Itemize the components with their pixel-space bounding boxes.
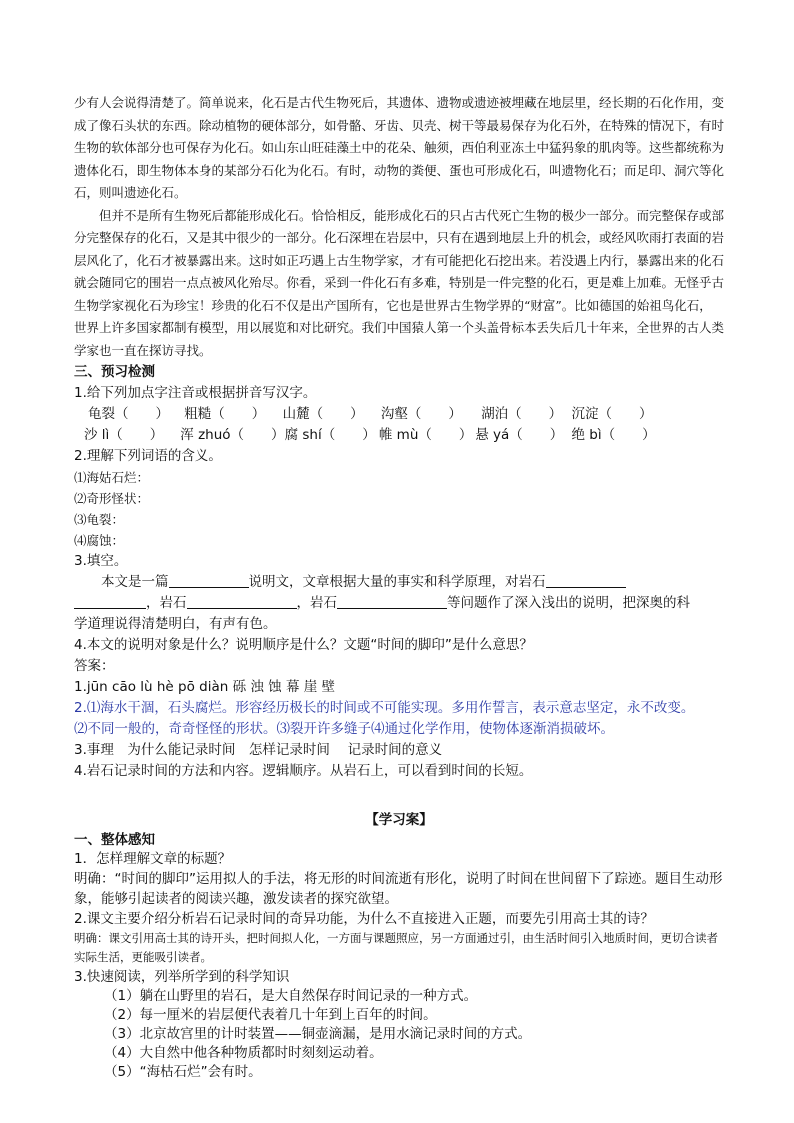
study-heading: 【学习案】: [365, 812, 433, 828]
preview-section-title: 三、预习检测: [74, 364, 155, 380]
answer-1: 1.jūn cāo lù hè pō diàn 砾 浊 蚀 幕 崖 壁: [74, 679, 336, 695]
knowledge-item: （5）“海枯石烂”会有时。: [104, 1064, 262, 1080]
passage-paragraph-2: 但并不是所有生物死后都能形成化石。恰恰相反，能形成化石的只占古代死亡生物的极少一部分。而完整保存或部分完整保存的化石，又是其中很少的一部分。化石深埋在岩层中，只有在遇到地层上升的机会，或经风吹雨打表面的岩层风化了，化石才被暴露出来。这时如正巧遇上古生物学家，才有可能把化石挖出来。若没遇上内行，暴露出来的化石就会随同它的围岩一点点被风化殆尽。你看，采到一件化石有多难，特别是一件完整的化石，更是难上加难。无怪乎古生物学家视化石为珍宝！珍贵的化石不仅是出产国所有，它也是世界古生物学界的“财富”。比如德国的始祖鸟化石，世界上许多国家都制有模型，用以展览和对比研究。我们中国猿人第一个头盖骨标本丢失后几十年来，全世界的古人类学家也一直在探访寻找。: [74, 207, 725, 358]
question-1: 1.给下列加点字注音或根据拼音写汉字。: [74, 385, 317, 401]
fill-text: 本文是一篇: [101, 574, 169, 590]
question-3: 3.填空。: [74, 553, 128, 569]
fill-text: 等问题作了深入浅出的说明，把深奥的科: [447, 595, 690, 611]
fill-line-2: [74, 593, 724, 614]
study-answer-1: 明确：“时间的脚印”运用拟人的手法，将无形的时间流逝有形化，说明了时间在世间留下了踪迹。题目生动形象，能够引起读者的阅读兴趣，激发读者的探究欲望。: [74, 871, 723, 907]
question-2: 2.理解下列词语的含义。: [74, 448, 222, 464]
fill-blank[interactable]: [187, 594, 297, 609]
answer-2b: ⑵不同一般的，奇奇怪怪的形状。⑶裂开许多缝子⑷通过化学作用，使物体逐渐消损破坏。: [74, 721, 614, 737]
pinyin-item: 沉淀（ ）: [571, 406, 653, 422]
pinyin-item: 粗糙（ ）: [184, 406, 266, 422]
pinyin-item: 龟裂（ ）: [88, 406, 169, 422]
answer-label: 答案：: [74, 658, 115, 674]
pinyin-item: 悬 yá（ ）: [475, 427, 564, 443]
fill-blank[interactable]: [74, 594, 146, 609]
knowledge-item: （3）北京故宫里的计时装置——铜壶滴漏，是用水滴记录时间的方式。: [104, 1026, 532, 1042]
answer-4: 4.岩石记录时间的方法和内容。逻辑顺序。从岩石上，可以看到时间的长短。: [74, 763, 533, 779]
q2-item: ⑷腐蚀：: [74, 533, 125, 548]
pinyin-row-2: [74, 425, 724, 446]
study-question-3: 3.快速阅读，列举所学到的科学知识: [74, 969, 290, 985]
q2-item: ⑵奇形怪状：: [74, 491, 150, 506]
passage-paragraph-1: 少有人会说得清楚了。简单说来，化石是古代生物死后，其遗体、遗物或遗迹被埋藏在地层里，经长期的石化作用，变成了像石头状的东西。除动植物的硬体部分，如骨骼、牙齿、贝壳、树干等最易保存为化石外，在特殊的情况下，有时生物的软体部分也可保存为化石。如山东山旺硅藻土中的花朵、触须，西伯利亚冻土中猛犸象的肌肉等。这些都统称为遗体化石，即生物体本身的某部分石化为化石。有时，动物的粪便、蛋也可形成化石，叫遗物化石；而足印、洞穴等化石，则叫遗迹化石。: [74, 95, 725, 200]
fill-blank[interactable]: [169, 573, 249, 588]
pinyin-item: 腐 shí（ ）: [284, 427, 376, 443]
pinyin-item: 沟壑（ ）: [380, 406, 462, 422]
fill-line-1: [74, 572, 724, 593]
pinyin-item: 浑 zhuó（ ）: [180, 427, 285, 443]
study-section-1: 一、整体感知: [74, 832, 155, 848]
study-question-2: 2.课文主要介绍分析岩石记录时间的奇异功能，为什么不直接进入正题，而要先引用高士其的诗？: [74, 911, 654, 927]
answer-2a: 2.⑴海水干涸，石头腐烂。形容经历极长的时间或不可能实现。多用作誓言，表示意志坚定，永不改变。: [74, 700, 695, 716]
pinyin-item: 湖泊（ ）: [481, 406, 563, 422]
pinyin-item: 沙 lì（ ）: [84, 427, 164, 443]
pinyin-row-1: [74, 404, 724, 425]
knowledge-item: （4）大自然中他各种物质都时时刻刻运动着。: [104, 1045, 383, 1061]
fill-blank[interactable]: [337, 594, 447, 609]
document-page: [74, 92, 724, 1082]
fill-text: ，岩石: [146, 595, 187, 611]
fill-line-3: 学道理说得清楚明白，有声有色。: [74, 616, 277, 632]
fill-text: 说明文，文章根据大量的事实和科学原理，对岩石: [248, 574, 546, 590]
fill-blank[interactable]: [546, 573, 626, 588]
study-question-1: 1．怎样理解文章的标题？: [74, 851, 232, 867]
knowledge-item: （2）每一厘米的岩层便代表着几十年到上百年的时间。: [104, 1007, 437, 1023]
pinyin-item: 帷 mù（ ）: [378, 427, 473, 443]
answer-3: 3.事理 为什么能记录时间 怎样记录时间 记录时间的意义: [74, 742, 443, 758]
fill-text: ，岩石: [296, 595, 337, 611]
q2-item: ⑴海姑石烂：: [74, 470, 150, 485]
pinyin-item: 山麓（ ）: [282, 406, 364, 422]
knowledge-item: （1）躺在山野里的岩石，是大自然保存时间记录的一种方式。: [104, 988, 478, 1004]
question-4: 4.本文的说明对象是什么？说明顺序是什么？文题“时间的脚印”是什么意思？: [74, 637, 533, 653]
pinyin-item: 绝 bì（ ）: [571, 427, 656, 443]
q2-item: ⑶龟裂：: [74, 512, 125, 527]
study-answer-2: 明确：课文引用高士其的诗开头，把时间拟人化，一方面与课题照应，另一方面通过引，由生活时间引入地质时间，更切合读者实际生活，更能吸引读者。: [74, 931, 718, 964]
